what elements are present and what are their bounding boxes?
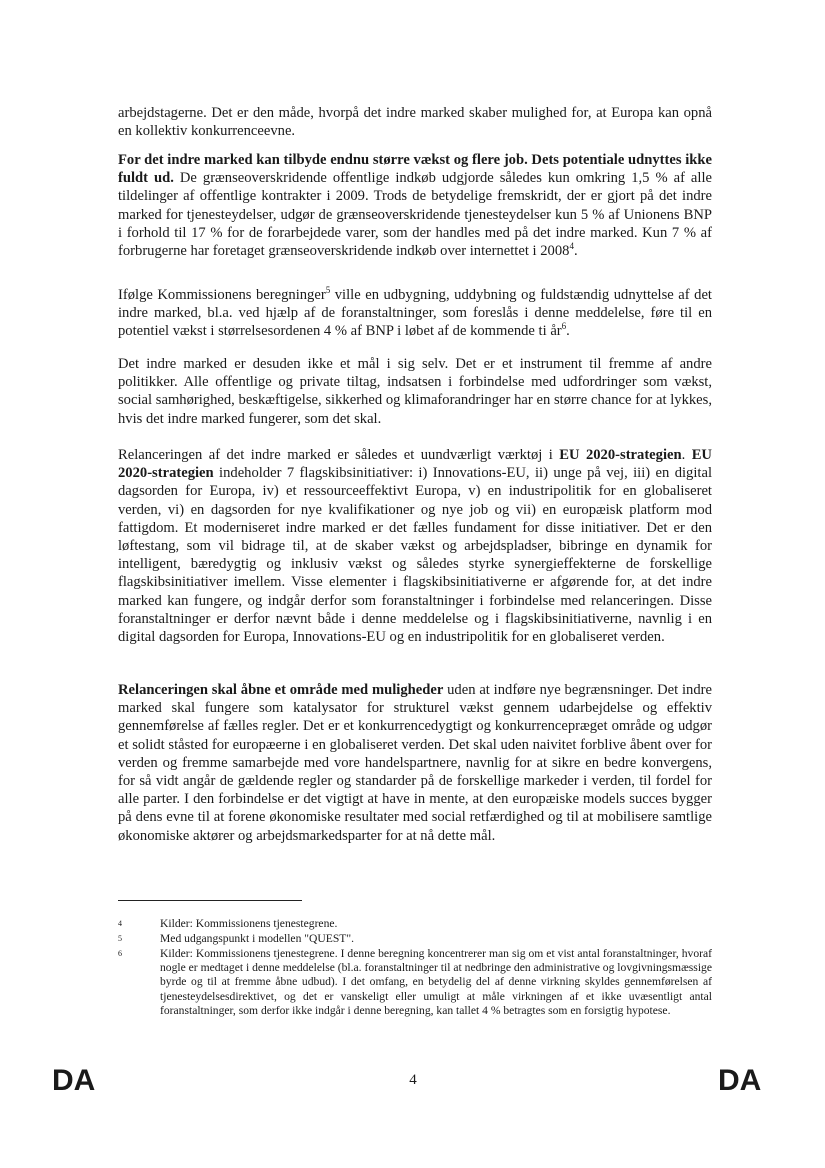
footnote-ref-5: 5 [325,285,331,296]
language-code-right: DA [718,1064,762,1097]
paragraph-eu2020 [118,446,712,646]
paragraph-instrument [118,355,712,428]
footnote-number: 5 [118,934,122,943]
paragraph-text: Ifølge Kommissionens beregninger [118,287,326,303]
language-code-left: DA [52,1064,96,1097]
footnote-number: 4 [118,919,122,928]
strategy-name-bold: EU 2020-strategien [118,447,712,482]
footnote-text: Med udgangspunkt i modellen "QUEST". [160,932,354,945]
paragraph-text: uden at indføre nye begrænsninger. Det indre marked skal fungere som katalysator for strukturel vækst gennem udarbejdelse og effektiv gennemførelse af fælles regler. Det er et konkurrencedygtigt og konkurrencepræget område og udgør et solidt ståsted for europæerne i en globaliseret verden. Det skal uden naivitet forblive åbent over for verden og fremme samarbejde med vore handelspartnere, navnlig for at sikre en bedre konvergens, for så vidt angår de gældende regler og standarder på de forskellige markeder i verden, til fordel for alle parter. I den forbindelse er det vigtigt at have in mente, at den europæiske models succes bygger på dens evne til at forene økonomiske resultater med social retfærdighed og til at mobilisere samtlige økonomiske aktører og arbejdsmarkedsparter for at nå dette mål. [118,682,712,844]
paragraph-text: arbejdstagerne. Det er den måde, hvorpå det indre marked skaber mulighed for, at Europa kan opnå en kollektiv konkurrenceevne. [118,105,712,140]
page-number: 4 [409,1072,417,1088]
footnote-ref-4: 4 [569,241,574,252]
footnote-text: Kilder: Kommissionens tjenestegrene. I denne beregning koncentrerer man sig om et vist antal foranstaltninger, hvoraf nogle er medtaget i denne meddelelse (bl.a. foranstaltninger til at nedbringe den administrative og lovgivningsmæssige byrde og til at fremme åbne udbud). I det omfang, en betydelig del af denne virkning skyldes gennemførelsen af tjenesteydelsesdirektivet, og det er vanskeligt eller umuligt at måle virkningen af et ikke uvæsentligt antal foranstaltninger, som derfor ikke indgår i denne beregning, kan tallet 4 % betragtes som en forsigtig hypotese. [160,947,712,1017]
paragraph-lead-bold: Relanceringen skal åbne et område med muligheder [118,682,444,698]
footnote-separator [118,900,302,901]
paragraph-text: ville en udbygning, uddybning og fuldstændig udnyttelse af det indre marked, bl.a. ved hjælp af de foranstaltninger, som foreslås i denne meddelelse, føre til en potentiel vækst i størrelsesordenen 4 % af BNP i løbet af de kommende ti år [118,287,712,340]
strategy-name-bold: EU 2020-strategien [559,447,682,463]
paragraph-end: . [566,323,570,340]
footnote-text: Kilder: Kommissionens tjenestegrene. [160,917,338,930]
footnote-number: 6 [118,949,122,958]
paragraph-text: Det indre marked er desuden ikke et mål i sig selv. Det er et instrument til fremme af andre politikker. Alle offentlige og private tiltag, indsatsen i forbindelse med udfordringer som vækst, social samhørighed, beskæftigelse, sikkerhed og klimaforandringer har en større chance for at lykkes, hvis det indre marked fungerer, som det skal. [118,356,712,427]
paragraph-growth-potential [118,151,712,260]
paragraph-relaunch-opportunities [118,681,712,845]
paragraph-text: De grænseoverskridende offentlige indkøb udgjorde således kun omkring 1,5 % af alle tildelinger af offentlige kontrakter i 2009. Trods de betydelige fremskridt, der er gjort på det indre marked for tjenesteydelser, udgør de grænseoverskridende tjenesteydelser kun 5 % af Unionens BNP i forhold til 17 % for de forarbejdede varer, som der handles med på det indre marked. Kun 7 % af forbrugerne har foretaget grænseoverskridende indkøb over internettet i 2008 [118,170,712,260]
paragraph-text: . [681,447,692,463]
footnote-ref-6: 6 [561,321,567,332]
paragraph-end: . [573,243,578,260]
paragraph-text: Relanceringen af det indre marked er således et uundværligt værktøj i [118,447,560,463]
paragraph-text: indeholder 7 flagskibsinitiativer: i) Innovations-EU, ii) unge på vej, iii) en digital dagsorden for Europa, iv) et ressourceeffektivt Europa, v) en industripolitik for en globaliseret verden, vi) en dagsorden for nye kvalifikationer og nye job og vii) en europæisk platform mod fattigdom. Et moderniseret indre marked er det fælles fundament for disse initiativer. Det er den løftestang, som vil bidrage til, at de skaber vækst og arbejdspladser, bibringe en dynamik for intelligent, bæredygtig og inklusiv vækst og således styrke synergieffekterne de forskellige flagskibsinitiativer imellem. Visse elementer i flagskibsinitiativerne er afgørende for, at det indre marked kan fungere, og indgår derfor som foranstaltninger i forbindelse med relanceringen. Disse foranstaltninger er derfor nævnt både i denne meddelelse og i flagskibsinitiativerne, navnlig i en digital dagsorden for Europa, Innovations-EU og en industripolitik for en globaliseret verden. [118,465,712,646]
paragraph-intro-continuation [118,104,712,140]
paragraph-lead-bold: For det indre marked kan tilbyde endnu større vækst og flere job. Dets potentiale udnyttes ikke fuldt ud. [118,152,712,187]
paragraph-commission-calculations [118,286,712,341]
